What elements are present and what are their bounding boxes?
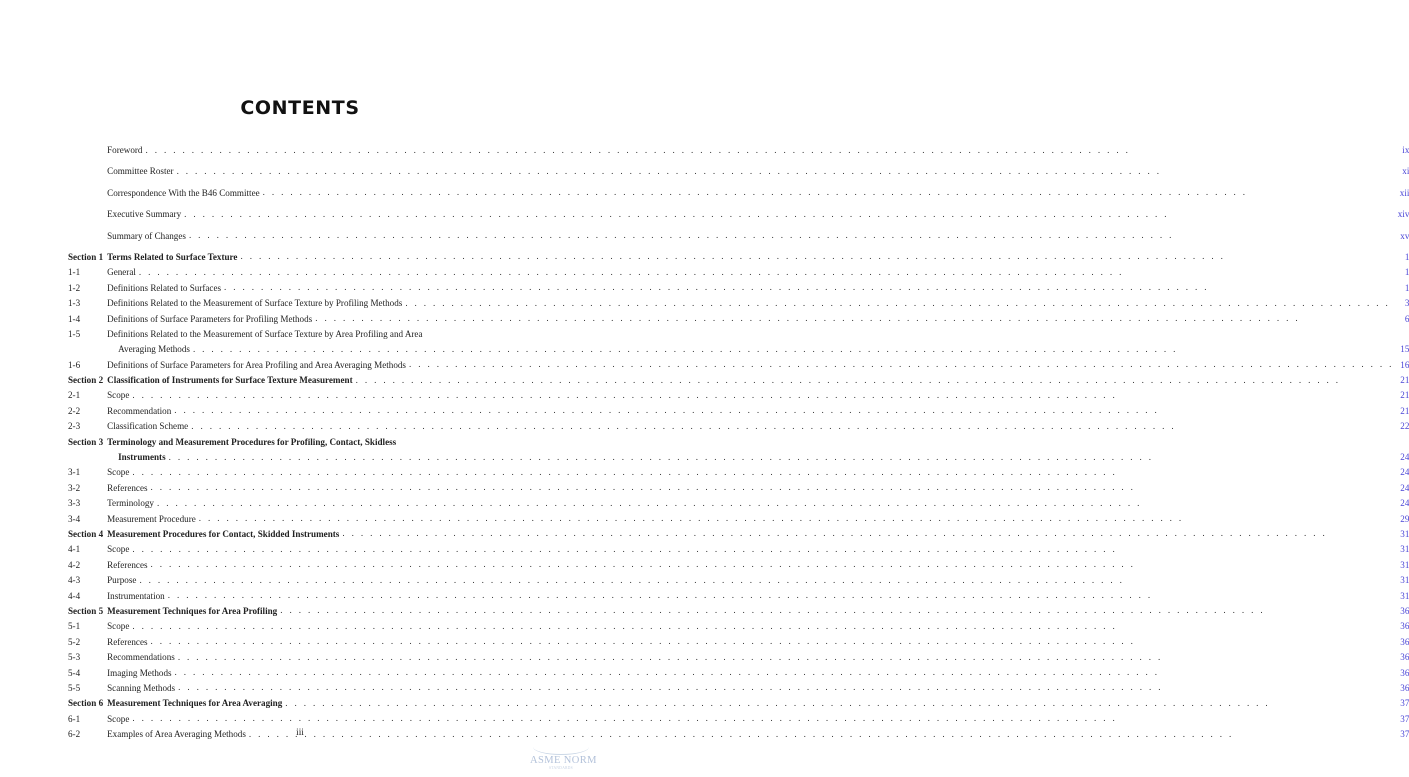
toc-entry-label: Foreword [107,145,143,155]
toc-page-number[interactable]: 31 [1400,590,1409,601]
leader-dots [280,606,1394,615]
toc-number-cell [68,167,107,188]
toc-page-number[interactable]: 1 [1404,251,1409,262]
toc-number-cell: 4-3 [68,575,81,586]
toc-number-cell: 5-3 [68,652,81,663]
toc-page-number[interactable]: 21 [1400,375,1409,386]
toc-number-cell: 5-4 [68,667,81,678]
toc-entry-label: Scope [107,467,130,478]
toc-number-cell [68,146,107,167]
toc-page-number[interactable]: 31 [1400,528,1409,539]
toc-number-cell: 3-4 [68,513,81,524]
toc-entry-label: Instrumentation [107,590,165,601]
toc-number-cell [68,345,107,360]
toc-entry-label: Measurement Techniques for Area Profiling [107,605,278,616]
toc-entry-label: Scope [107,713,130,724]
leader-dots [315,314,1394,323]
toc-entry-label: Definitions Related to the Measurement of Surface Texture by Profiling Methods [107,298,403,309]
toc-title-cell[interactable] [107,210,1394,231]
toc-number-cell: Section 4 [68,528,104,539]
toc-page-number[interactable]: 31 [1400,575,1409,586]
toc-entry-label: Committee Roster [107,166,174,177]
toc-entry-label: Imaging Methods [107,667,172,678]
toc-title-cell[interactable] [107,167,1394,188]
page-title: CONTENTS [240,97,360,119]
toc-front-matter-row[interactable] [68,210,1409,231]
toc-page-number[interactable]: 16 [1400,359,1409,370]
toc-title-cell[interactable] [107,330,1394,345]
toc-page-number[interactable]: 6 [1404,313,1409,324]
toc-page-number[interactable]: 24 [1400,452,1409,463]
toc-title-cell[interactable] [107,684,1394,699]
toc-number-cell: 1-2 [68,282,81,293]
toc-entry-label: Measurement Procedures for Contact, Skidded Instruments [107,528,340,539]
toc-number-cell: 1-4 [68,313,81,324]
toc-entry-row[interactable] [68,638,1409,653]
toc-number-cell [68,232,107,253]
leader-dots [342,529,1393,538]
toc-number-cell: 5-2 [68,636,81,647]
toc-number-cell: 5-5 [68,682,81,693]
toc-number-cell: Section 2 [68,375,104,386]
leader-dots [132,622,1393,631]
leader-dots [169,453,1405,462]
toc-title-cell[interactable] [107,422,1394,437]
page-folio-number: iii [296,728,304,738]
leader-dots [405,299,1393,308]
toc-entry-label: Definitions of Surface Parameters for Area Profiling and Area Averaging Methods [107,359,406,370]
toc-number-cell: Section 1 [68,251,104,262]
toc-page-number[interactable]: 1 [1404,267,1409,278]
toc-page-number[interactable]: 36 [1400,667,1409,678]
toc-entry-label: References [107,559,148,570]
leader-dots [145,146,1393,155]
toc-page-number[interactable]: xii [1399,187,1409,198]
leader-dots [177,167,1394,176]
toc-page-number[interactable]: 37 [1400,729,1409,740]
toc-page-number[interactable]: 24 [1400,498,1409,509]
toc-entry-label: Scanning Methods [107,682,176,693]
leader-dots [168,591,1394,600]
leader-dots [184,210,1394,219]
leader-dots [263,188,1394,197]
toc-title-cell[interactable] [107,189,1394,210]
asme-norm-logo [530,747,597,771]
toc-number-cell: 1-3 [68,298,81,309]
toc-title-cell[interactable] [107,284,1394,299]
toc-page-number[interactable]: 36 [1400,682,1409,693]
toc-entry-label: Scope [107,621,130,632]
toc-page-number[interactable]: 36 [1400,621,1409,632]
toc-entry-row[interactable] [68,315,1409,330]
toc-page-number[interactable]: 36 [1400,636,1409,647]
toc-number-cell: 1-1 [68,267,81,278]
toc-number-cell: 1-5 [68,328,81,339]
toc-number-cell: 3-3 [68,498,81,509]
toc-title-cell[interactable] [107,438,1394,453]
toc-page-number[interactable]: xv [1400,230,1409,241]
toc-entry-label: General [107,267,136,278]
toc-title-cell[interactable] [107,484,1394,499]
toc-title-cell[interactable] [107,407,1394,422]
toc-page-number[interactable]: 24 [1400,482,1409,493]
toc-front-matter-row[interactable] [68,146,1409,167]
toc-entry-row[interactable] [68,361,1409,376]
toc-number-cell: Section 3 [68,436,104,447]
toc-entry-label: Recommendations [107,652,175,663]
toc-entry-row[interactable] [68,484,1409,499]
toc-page-number[interactable]: 37 [1400,713,1409,724]
toc-page-number[interactable]: 21 [1400,390,1409,401]
toc-page-number[interactable]: 36 [1400,652,1409,663]
leader-dots [409,360,1394,369]
toc-front-matter-row[interactable] [68,167,1409,188]
leader-dots [151,637,1394,646]
toc-title-cell[interactable] [107,561,1394,576]
toc-page-number[interactable]: 24 [1400,467,1409,478]
toc-page-number[interactable]: 36 [1400,605,1409,616]
toc-page-number[interactable]: 31 [1400,559,1409,570]
toc-entry-label: References [107,482,148,493]
toc-entry-label: Definitions of Surface Parameters for Profiling Methods [107,313,313,324]
toc-number-cell: 4-1 [68,544,81,555]
toc-entry-row[interactable] [68,561,1409,576]
toc-entry-label: Executive Summary [107,209,182,220]
toc-title-cell[interactable] [107,361,1394,376]
toc-page-number[interactable]: 29 [1400,513,1409,524]
toc-number-cell: 6-1 [68,713,81,724]
toc-page-number[interactable]: 37 [1400,698,1409,709]
leader-dots [178,653,1394,662]
toc-entry-label: Terminology and Measurement Procedures for Profiling, Contact, Skidless [107,436,397,447]
toc-entry-label: Terminology [107,498,154,509]
leader-dots [157,499,1394,508]
toc-title-cell[interactable] [107,638,1394,653]
toc-number-cell: 5-1 [68,621,81,632]
table-of-contents [68,146,1409,745]
toc-entry-label-wrapped: Instruments [118,452,166,463]
toc-page-number-spacer [1394,438,1409,453]
toc-page-number-spacer [1394,330,1409,345]
toc-entry-label: Measurement Procedure [107,513,196,524]
toc-number-cell: 2-2 [68,405,81,416]
toc-entry-row[interactable] [68,407,1409,422]
leader-dots [193,345,1405,354]
toc-number-cell: 6-2 [68,729,81,740]
leader-dots [285,699,1393,708]
logo-swoosh-icon [533,747,589,755]
toc-entry-label: Recommendation [107,405,172,416]
toc-entry-label: Classification Scheme [107,421,189,432]
toc-page-number[interactable]: 21 [1400,405,1409,416]
toc-number-cell: 4-2 [68,559,81,570]
toc-title-cell[interactable] [107,232,1394,253]
toc-page-number[interactable]: 1 [1404,282,1409,293]
toc-number-cell: 1-6 [68,359,81,370]
toc-page-number[interactable]: 3 [1404,298,1409,309]
toc-entry-label: Scope [107,390,130,401]
toc-number-cell: 2-1 [68,390,81,401]
toc-title-cell[interactable] [107,146,1394,167]
leader-dots [132,391,1393,400]
toc-entry-label: Correspondence With the B46 Committee [107,187,260,198]
leader-dots [356,376,1394,385]
toc-entry-row[interactable] [68,422,1409,437]
toc-entry-label: Classification of Instruments for Surface Texture Measurement [107,375,353,386]
toc-entry-label: Examples of Area Averaging Methods [107,729,246,740]
toc-number-cell: Section 5 [68,605,104,616]
toc-entry-row[interactable] [68,684,1409,699]
toc-number-cell: 3-1 [68,467,81,478]
leader-dots [132,714,1393,723]
leader-dots [132,468,1393,477]
toc-page-number[interactable]: 31 [1400,544,1409,555]
leader-dots [132,545,1393,554]
toc-entry-label: Definitions Related to the Measurement of Surface Texture by Area Profiling and Area [107,328,423,339]
toc-entry-label: Definitions Related to Surfaces [107,282,222,293]
logo-subtext: STANDARDS [549,766,573,771]
toc-title-cell[interactable] [107,315,1394,330]
toc-entry-label: Terms Related to Surface Texture [107,251,238,262]
toc-page-number[interactable]: 15 [1400,344,1409,355]
toc-number-cell [68,189,107,210]
toc-number-cell: 3-2 [68,482,81,493]
toc-number-cell [68,210,107,231]
toc-entry-label: Measurement Techniques for Area Averaging [107,698,283,709]
toc-entry-label: Purpose [107,575,137,586]
toc-entry-row[interactable] [68,438,1409,453]
toc-entry-row[interactable] [68,330,1409,345]
toc-sections [68,253,1409,746]
toc-front-matter-row[interactable] [68,189,1409,210]
leader-dots [151,560,1394,569]
leader-dots [240,252,1393,261]
toc-entry-label: Scope [107,544,130,555]
toc-page-number[interactable]: 22 [1400,421,1409,432]
leader-dots [191,422,1394,431]
leader-dots [224,283,1394,292]
leader-dots [151,483,1394,492]
toc-page-number[interactable]: xi [1402,166,1409,177]
toc-entry-label: Summary of Changes [107,230,186,241]
toc-front-matter [68,146,1409,253]
leader-dots [139,576,1393,585]
toc-page-number[interactable]: xiv [1397,209,1409,220]
leader-dots [199,514,1394,523]
toc-number-cell [68,453,107,468]
toc-entry-row[interactable] [68,284,1409,299]
toc-entry-label-wrapped: Averaging Methods [118,344,190,355]
leader-dots [189,231,1394,240]
toc-page-number[interactable]: ix [1402,145,1409,155]
leader-dots [174,406,1393,415]
toc-number-cell: Section 6 [68,698,104,709]
toc-entry-label: References [107,636,148,647]
logo-wordmark: ASME NORM [530,754,597,766]
toc-number-cell: 4-4 [68,590,81,601]
leader-dots [178,683,1394,692]
leader-dots [139,268,1394,277]
toc-front-matter-row[interactable] [68,232,1409,253]
toc-number-cell: 2-3 [68,421,81,432]
leader-dots [175,668,1394,677]
